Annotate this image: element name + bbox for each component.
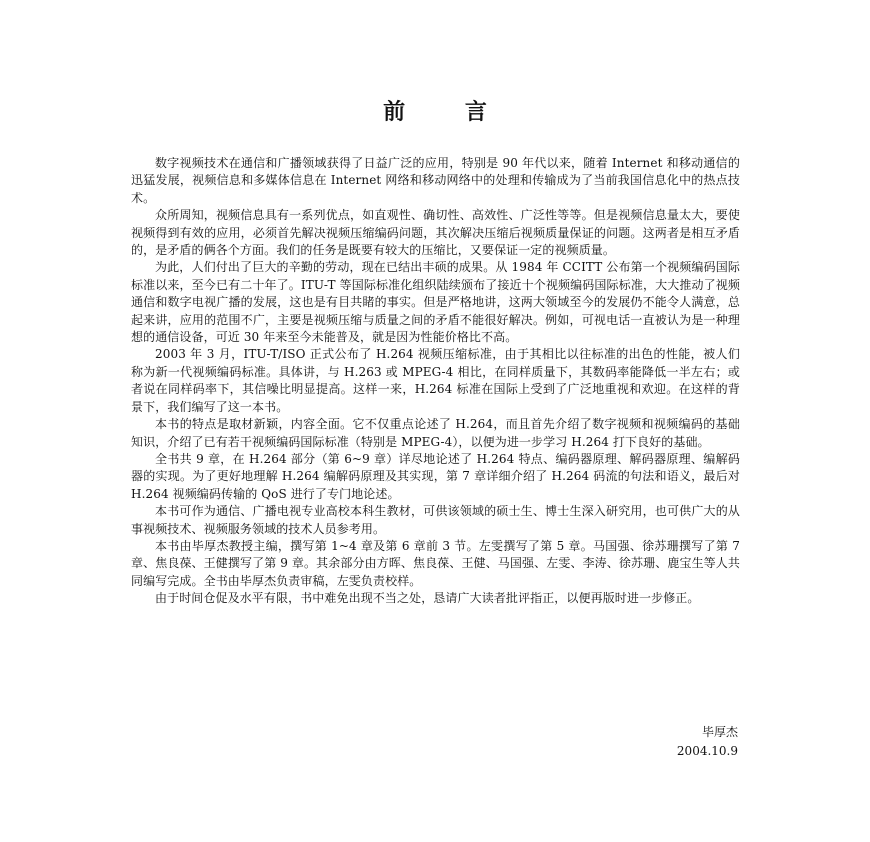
preface-body (131, 155, 740, 608)
paragraph-3: 为此，人们付出了巨大的辛勤的劳动，现在已结出丰硕的成果。从 1984 年 CCITT 公布第一个视频编码国际标准以来，至今已有二十年了。ITU-T 等国际标准化组织陆续颁布了接近十个视频编码国际标准，大大推动了视频通信和数字电视广播的发展，这也是有目共睹的事实。但是严格地讲，这两大领域至今的发展仍不能令人满意，总起来讲，应用的范围不广，主要是视频压缩与质量之间的矛盾不能很好解决。例如，可视电话一直被认为是一种理想的通信设备，可近 30 年来至今未能普及，就是因为性能价格比不高。 (131, 260, 740, 345)
paragraph-2: 众所周知，视频信息具有一系列优点，如直观性、确切性、高效性、广泛性等等。但是视频信息量太大，要使视频得到有效的应用，必须首先解决视频压缩编码问题，其次解决压缩后视频质量保证的问题。这两者是相互矛盾的，是矛盾的俩各个方面。我们的任务是既要有较大的压缩比，又要保证一定的视频质量。 (131, 208, 740, 258)
paragraph-1: 数字视频技术在通信和广播领域获得了日益广泛的应用，特别是 90 年代以来，随着 Internet 和移动通信的迅猛发展，视频信息和多媒体信息在 Internet 网络和移动网络中的处理和传输成为了当前我国信息化中的热点技术。 (131, 156, 740, 205)
paragraph-9: 由于时间仓促及水平有限，书中难免出现不当之处，恳请广大读者批评指正，以便再版时进一步修正。 (155, 591, 700, 606)
author-name: 毕厚杰 (701, 725, 738, 739)
paragraph-5: 本书的特点是取材新颖，内容全面。它不仅重点论述了 H.264，而且首先介绍了数字视频和视频编码的基础知识，介绍了已有若干视频编码国际标准（特别是 MPEG-4），以便为进一步学习 H.264 打下良好的基础。 (131, 417, 740, 449)
signature-block (538, 723, 738, 761)
paragraph-8: 本书由毕厚杰教授主编，撰写第 1~4 章及第 6 章前 3 节。左雯撰写了第 5 章。马国强、徐苏珊撰写了第 7 章、焦良葆、王健撰写了第 9 章。其余部分由方晖、焦良葆、王健、马国强、左雯、李涛、徐苏珊、鹿宝生等人共同编写完成。全书由毕厚杰负责审稿，左雯负责校样。 (131, 538, 740, 588)
paragraph-4: 2003 年 3 月，ITU-T/ISO 正式公布了 H.264 视频压缩标准，由于其相比以往标准的出色的性能，被人们称为新一代视频编码标准。具体讲，与 H.263 或 MPEG-4 相比，在同样质量下，其数码率能降低一半左右；或者说在同样码率下，其信噪比明显提高。这样一来，H.264 标准在国际上受到了广泛地重视和欢迎。在这样的背景下，我们编写了这一本书。 (131, 347, 740, 414)
page-title: 前 言 (383, 100, 513, 125)
paragraph-7: 本书可作为通信、广播电视专业高校本科生教材，可供该领域的硕士生、博士生深入研究用，也可供广大的从事视频技术、视频服务领域的技术人员参考用。 (131, 504, 740, 536)
paragraph-6: 全书共 9 章，在 H.264 部分（第 6~9 章）详尽地论述了 H.264 特点、编码器原理、解码器原理、编解码器的实现。为了更好地理解 H.264 编解码原理及其实现，第 7 章详细介绍了 H.264 码流的句法和语义，最后对 H.264 视频编码传输的 QoS 进行了专门地论述。 (131, 451, 740, 501)
signature-date: 2004.10.9 (676, 744, 738, 758)
